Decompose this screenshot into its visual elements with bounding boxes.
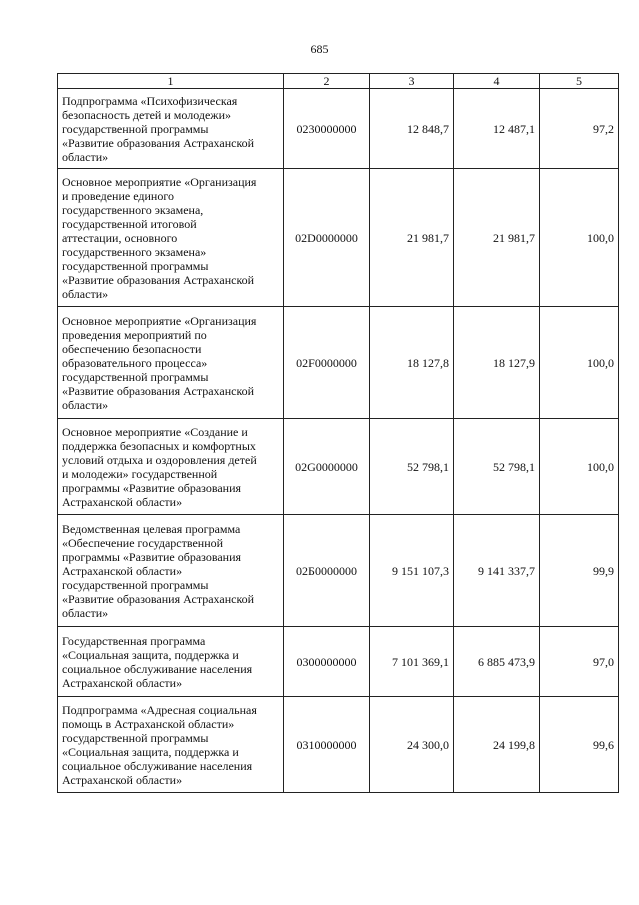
header-col-1: 1	[58, 74, 284, 89]
execution-percent-cell: 100,0	[540, 419, 619, 515]
actual-amount-cell: 6 885 473,9	[454, 627, 540, 697]
table-row	[58, 697, 619, 793]
program-code-cell: 02Б0000000	[284, 515, 370, 627]
planned-amount-cell: 21 981,7	[370, 169, 454, 307]
table-row	[58, 627, 619, 697]
planned-amount-cell: 18 127,8	[370, 307, 454, 419]
actual-amount-cell: 9 141 337,7	[454, 515, 540, 627]
execution-percent-cell: 100,0	[540, 307, 619, 419]
table-row	[58, 515, 619, 627]
planned-amount-cell: 12 848,7	[370, 89, 454, 169]
execution-percent-cell: 97,0	[540, 627, 619, 697]
actual-amount-cell: 52 798,1	[454, 419, 540, 515]
actual-amount-cell: 24 199,8	[454, 697, 540, 793]
program-name-cell: Ведомственная целевая программа «Обеспечение государственной программы «Развитие образования Астраханской области» государственной программы «Развитие образования Астраханской области»	[58, 515, 284, 627]
program-name-cell: Подпрограмма «Адресная социальная помощь в Астраханской области» государственной программы «Социальная защита, поддержка и социальное обслуживание населения Астраханской области»	[58, 697, 284, 793]
program-name-cell: Основное мероприятие «Организация и проведение единого государственного экзамена, государственной итоговой аттестации, основного государственного экзамена» государственной программы «Развитие образования Астраханской области»	[58, 169, 284, 307]
table-row	[58, 307, 619, 419]
header-col-2: 2	[284, 74, 370, 89]
execution-percent-cell: 97,2	[540, 89, 619, 169]
header-col-3: 3	[370, 74, 454, 89]
actual-amount-cell: 12 487,1	[454, 89, 540, 169]
budget-execution-table	[57, 73, 619, 793]
program-name-cell: Основное мероприятие «Организация проведения мероприятий по обеспечению безопасности образовательного процесса» государственной программы «Развитие образования Астраханской области»	[58, 307, 284, 419]
program-code-cell: 02G0000000	[284, 419, 370, 515]
planned-amount-cell: 9 151 107,3	[370, 515, 454, 627]
planned-amount-cell: 52 798,1	[370, 419, 454, 515]
actual-amount-cell: 18 127,9	[454, 307, 540, 419]
execution-percent-cell: 99,6	[540, 697, 619, 793]
program-code-cell: 0310000000	[284, 697, 370, 793]
table-row	[58, 89, 619, 169]
actual-amount-cell: 21 981,7	[454, 169, 540, 307]
program-name-cell: Подпрограмма «Психофизическая безопасность детей и молодежи» государственной программы «Развитие образования Астраханской области»	[58, 89, 284, 169]
planned-amount-cell: 24 300,0	[370, 697, 454, 793]
program-code-cell: 0300000000	[284, 627, 370, 697]
execution-percent-cell: 99,9	[540, 515, 619, 627]
program-name-cell: Основное мероприятие «Создание и поддержка безопасных и комфортных условий отдыха и оздоровления детей и молодежи» государственной программы «Развитие образования Астраханской области»	[58, 419, 284, 515]
planned-amount-cell: 7 101 369,1	[370, 627, 454, 697]
execution-percent-cell: 100,0	[540, 169, 619, 307]
program-code-cell: 0230000000	[284, 89, 370, 169]
header-col-4: 4	[454, 74, 540, 89]
table-row	[58, 419, 619, 515]
header-col-5: 5	[540, 74, 619, 89]
program-code-cell: 02D0000000	[284, 169, 370, 307]
program-name-cell: Государственная программа «Социальная защита, поддержка и социальное обслуживание населения Астраханской области»	[58, 627, 284, 697]
page-number: 685	[310, 42, 329, 56]
table-row	[58, 169, 619, 307]
table-header-row	[58, 74, 619, 89]
program-code-cell: 02F0000000	[284, 307, 370, 419]
